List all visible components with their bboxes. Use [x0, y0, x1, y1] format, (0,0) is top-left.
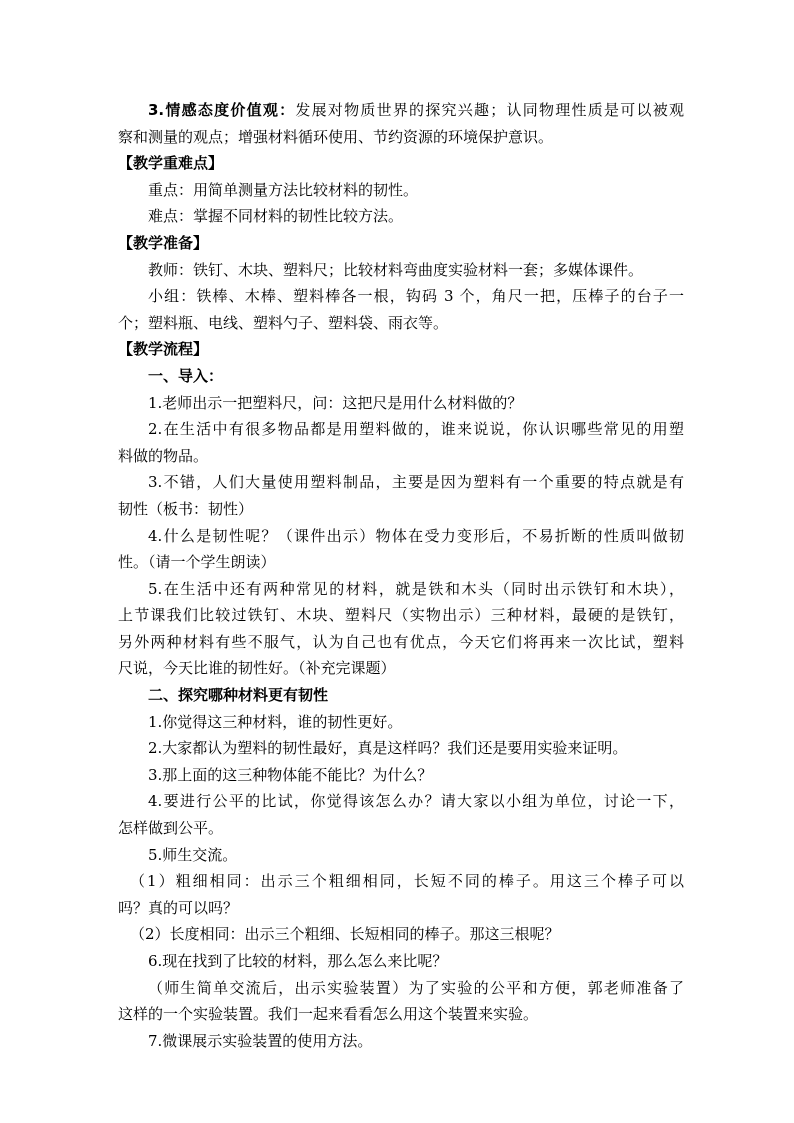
part2-item6: 6.现在找到了比较的材料，那么怎么来比呢？ — [148, 952, 448, 970]
document-page — [118, 97, 684, 1054]
part2-item5-1-line2: 吗？真的可以吗？ — [118, 898, 239, 917]
goal3-text1: 发展对物质世界的探究兴趣；认同物理性质是可以被观 — [295, 101, 684, 119]
keypoints-heading: 【教学重难点】 — [118, 154, 224, 173]
preparation-teacher: 教师：铁钉、木块、塑料尺；比较材料弯曲度实验材料一套；多媒体课件。 — [148, 260, 644, 279]
part2-item4-line2: 怎样做到公平。 — [118, 819, 224, 838]
part1-item5-line4: 尺说，今天比谁的韧性好。（补充完课题） — [118, 659, 396, 678]
part1-item2-line2: 料做的物品。 — [118, 446, 209, 465]
part1-item1: 1.老师出示一把塑料尺，问：这把尺是用什么材料做的？ — [148, 393, 523, 412]
part2-item6-line1: （师生简单交流后，出示实验装置）为了实验的公平和方便，郭老师准备了 — [148, 978, 684, 997]
part1-item5-line2: 上节课我们比较过铁钉、木块、塑料尺（实物出示）三种材料，最硬的是铁钉， — [118, 606, 684, 625]
part1-item4-line2: 性。（请一个学生朗读） — [118, 553, 276, 572]
part1-item3-line2: 韧性（板书：韧性） — [118, 499, 254, 518]
preparation-group-line2: 个；塑料瓶、电线、塑料勺子、塑料袋、雨衣等。 — [118, 313, 449, 332]
part2-item7: 7.微课展示实验装置的使用方法。 — [148, 1031, 373, 1050]
part2-item5-2: （2）长度相同：出示三个粗细、长短相同的棒子。那这三根呢？ — [130, 925, 560, 944]
part2-item3: 3.那上面的这三种物体能不能比？为什么？ — [148, 765, 433, 784]
part2-item4-line1: 4.要进行公平的比试，你觉得该怎么办？请大家以小组为单位，讨论一下， — [148, 792, 684, 811]
part1-item3-line1: 3.不错，人们大量使用塑料制品，主要是因为塑料有一个重要的特点就是有 — [148, 473, 684, 492]
part2-title: 二、探究哪种材料更有韧性 — [148, 686, 329, 705]
part2-item5-1-line1: （1）粗细相同：出示三个粗细相同，长短不同的棒子。用这三个棒子可以 — [130, 872, 684, 891]
goal3-line1 — [118, 97, 684, 124]
preparation-heading: 【教学准备】 — [118, 233, 209, 252]
preparation-group-line1: 小组：铁棒、木棒、塑料棒各一根，钩码 3 个，角尺一把，压棒子的台子一 — [148, 287, 684, 306]
process-heading: 【教学流程】 — [118, 340, 209, 359]
part2-item5: 5.师生交流。 — [148, 845, 238, 864]
part1-item5-line1: 5.在生活中还有两种常见的材料，就是铁和木头（同时出示铁钉和木块）， — [148, 579, 684, 598]
part2-item1: 1.你觉得这三种材料，谁的韧性更好。 — [148, 712, 403, 731]
part2-item6-line2: 这样的一个实验装置。我们一起来看看怎么用这个装置来实验。 — [118, 1005, 539, 1024]
part1-item5-line3: 另外两种材料有些不服气，认为自己也有优点，今天它们将再来一次比试，塑料 — [118, 632, 684, 651]
keypoints-difficulty: 难点：掌握不同材料的韧性比较方法。 — [148, 207, 404, 226]
goal3-label: 3.情感态度价值观： — [148, 101, 296, 119]
part1-title: 一、导入： — [148, 366, 224, 385]
part1-item2-line1: 2.在生活中有很多物品都是用塑料做的，谁来说说，你认识哪些常见的用塑 — [148, 420, 684, 439]
part2-item2: 2.大家都认为塑料的韧性最好，真是这样吗？我们还是要用实验来证明。 — [148, 739, 628, 758]
part1-item4-line1: 4.什么是韧性呢？（课件出示）物体在受力变形后，不易折断的性质叫做韧 — [148, 526, 684, 545]
goal3-line2: 察和测量的观点；增强材料循环使用、节约资源的环境保护意识。 — [118, 127, 554, 146]
keypoints-focus: 重点：用简单测量方法比较材料的韧性。 — [148, 180, 419, 199]
